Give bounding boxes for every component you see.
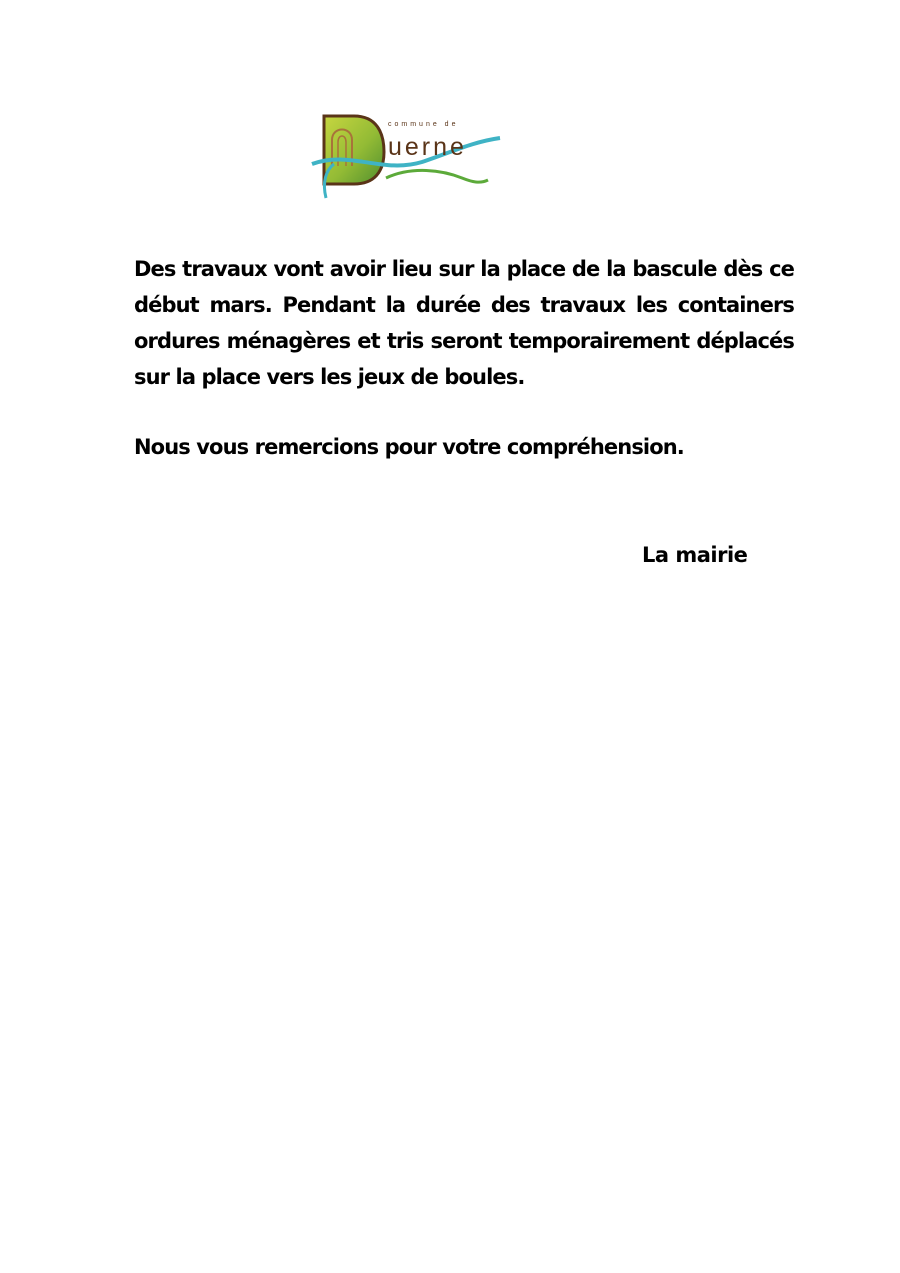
commune-logo <box>302 108 512 202</box>
thanks-line: Nous vous remercions pour votre compréhension. <box>134 435 684 459</box>
logo-green-wave <box>386 170 488 182</box>
logo-name-text: uerne <box>388 133 467 161</box>
signature: La mairie <box>642 543 748 567</box>
notice-paragraph: Des travaux vont avoir lieu sur la place de la bascule dès ce début mars. Pendant la durée des travaux les containers ordures ménagères et tris seront temporairement déplacés sur la place vers les jeux de boules. <box>134 257 794 389</box>
logo-prefix-text: commune de <box>388 121 459 128</box>
